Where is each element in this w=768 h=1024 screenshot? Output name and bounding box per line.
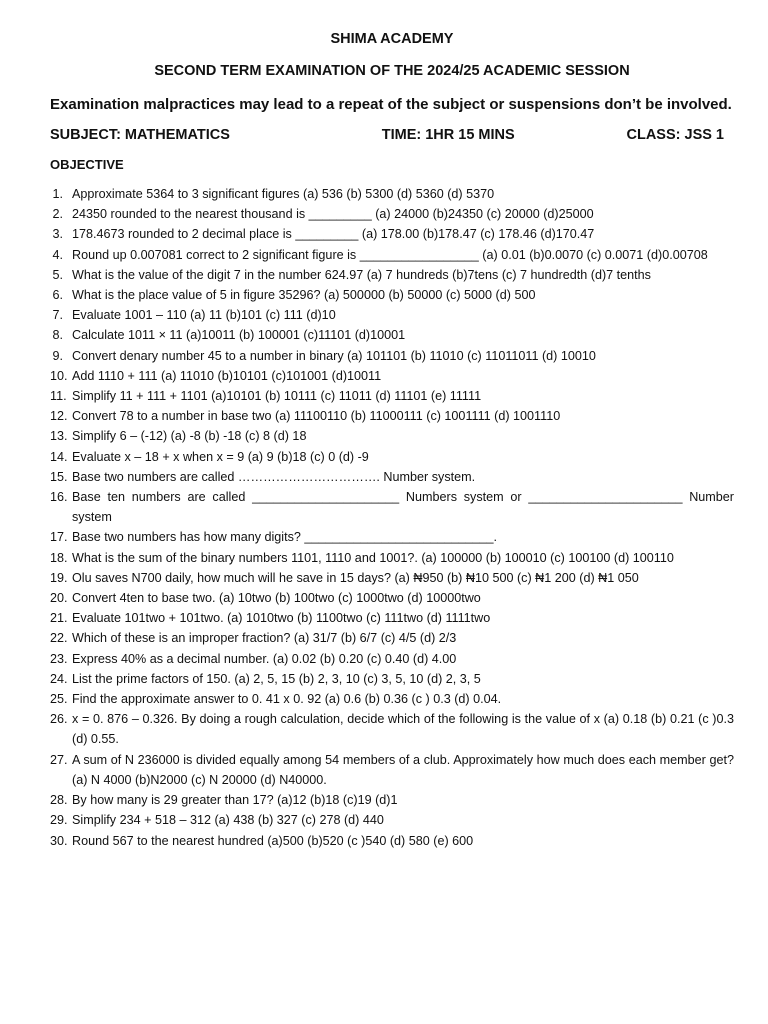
question-number: 18.: [50, 550, 68, 565]
question-item: [50, 649, 734, 669]
question-item: [50, 245, 734, 265]
question-number: 17.: [50, 530, 68, 545]
question-text: Evaluate x – 18 + x when x = 9 (a) 9 (b)18 (c) 0 (d) -9: [72, 449, 369, 464]
question-number: 11.: [50, 389, 67, 404]
question-text: Convert 78 to a number in base two (a) 11100110 (b) 11000111 (c) 1001111 (d) 1001110: [72, 409, 561, 424]
question-item: [50, 265, 734, 285]
question-number: 19.: [50, 570, 68, 585]
question-number: 25.: [50, 692, 68, 707]
question-text: Evaluate 101two + 101two. (a) 1010two (b) 1100two (c) 111two (d) 1111two: [72, 611, 491, 626]
question-number: 29.: [50, 813, 68, 828]
question-item: [50, 447, 734, 467]
question-item: [50, 224, 734, 244]
question-number: 2.: [52, 207, 63, 222]
question-text: Round 567 to the nearest hundred (a)500 (b)520 (c )540 (d) 580 (e) 600: [72, 833, 474, 848]
question-text: Convert denary number 45 to a number in binary (a) 101101 (b) 11010 (c) 11011011 (d) 10010: [72, 348, 596, 363]
question-text: A sum of N 236000 is divided equally among 54 members of a club. Approximately how much does each member get? (a) N 4000 (b)N2000 (c) N 20000 (d) N40000.: [72, 752, 734, 787]
question-text: Evaluate 1001 – 110 (a) 11 (b)101 (c) 111 (d)10: [72, 308, 336, 323]
question-text: Base ten numbers are called _____________________ Numbers system or ______________________ Number system: [72, 490, 734, 525]
question-number: 12.: [50, 409, 68, 424]
question-item: [50, 628, 734, 648]
question-number: 9.: [52, 348, 63, 363]
question-number: 30.: [50, 833, 68, 848]
question-item: [50, 750, 734, 790]
exam-meta: [50, 127, 734, 143]
class-label: CLASS: JSS 1: [626, 127, 724, 143]
school-name: SHIMA ACADEMY: [330, 31, 454, 47]
question-text: Express 40% as a decimal number. (a) 0.02 (b) 0.20 (c) 0.40 (d) 4.00: [72, 651, 457, 666]
question-text: Approximate 5364 to 3 significant figures (a) 536 (b) 5300 (d) 5360 (d) 5370: [72, 187, 495, 201]
question-item: [50, 608, 734, 628]
question-item: [50, 831, 734, 851]
question-number: 14.: [50, 449, 68, 464]
question-item: [50, 669, 734, 689]
question-list: [50, 184, 734, 851]
question-text: Find the approximate answer to 0. 41 x 0. 92 (a) 0.6 (b) 0.36 (c ) 0.3 (d) 0.04.: [72, 692, 502, 707]
question-text: What is the value of the digit 7 in the number 624.97 (a) 7 hundreds (b)7tens (c) 7 hundredth (d)7 tenths: [72, 267, 651, 282]
question-item: [50, 548, 734, 568]
question-item: [50, 487, 734, 527]
question-text: Base two numbers has how many digits? ___________________________.: [72, 530, 498, 545]
question-text: Simplify 11 + 111 + 1101 (a)10101 (b) 10111 (c) 11011 (d) 11101 (e) 11111: [72, 389, 482, 404]
question-number: 16.: [50, 490, 68, 505]
question-item: [50, 689, 734, 709]
question-number: 4.: [52, 247, 63, 262]
session-title: SECOND TERM EXAMINATION OF THE 2024/25 ACADEMIC SESSION: [154, 63, 630, 79]
question-item: [50, 366, 734, 386]
question-text: Olu saves N700 daily, how much will he save in 15 days? (a) ₦950 (b) ₦10 500 (c) ₦1 200 (d) ₦1 050: [72, 570, 639, 585]
question-text: By how many is 29 greater than 17? (a)12 (b)18 (c)19 (d)1: [72, 793, 398, 808]
question-text: 178.4673 rounded to 2 decimal place is _________ (a) 178.00 (b)178.47 (c) 178.46 (d)170.47: [72, 227, 595, 242]
question-number: 22.: [50, 631, 68, 646]
question-item: [50, 346, 734, 366]
question-number: 1.: [52, 187, 63, 201]
question-number: 3.: [52, 227, 63, 242]
question-item: [50, 285, 734, 305]
question-number: 24.: [50, 671, 68, 686]
question-item: [50, 386, 734, 406]
question-number: 10.: [50, 368, 68, 383]
question-number: 15.: [50, 469, 68, 484]
question-text: Base two numbers are called ……………………………. Number system.: [72, 469, 476, 484]
question-number: 6.: [52, 288, 63, 303]
question-number: 5.: [52, 267, 63, 282]
question-number: 27.: [50, 752, 68, 767]
question-text: Calculate 1011 × 11 (a)10011 (b) 100001 (c)11101 (d)10001: [72, 328, 406, 343]
question-number: 20.: [50, 591, 68, 606]
question-number: 7.: [52, 308, 63, 323]
question-number: 21.: [50, 611, 68, 626]
time-label: TIME: 1HR 15 MINS: [381, 127, 515, 143]
question-number: 28.: [50, 793, 68, 808]
question-text: 24350 rounded to the nearest thousand is _________ (a) 24000 (b)24350 (c) 20000 (d)25000: [72, 207, 594, 222]
question-number: 13.: [50, 429, 68, 444]
question-text: Which of these is an improper fraction? (a) 31/7 (b) 6/7 (c) 4/5 (d) 2/3: [72, 631, 457, 646]
question-item: [50, 588, 734, 608]
subject-label: SUBJECT: MATHEMATICS: [50, 127, 230, 143]
question-item: [50, 790, 734, 810]
question-item: [50, 305, 734, 325]
question-item: [50, 527, 734, 547]
question-item: [50, 810, 734, 830]
question-text: Simplify 234 + 518 – 312 (a) 438 (b) 327 (c) 278 (d) 440: [72, 813, 384, 828]
question-text: Convert 4ten to base two. (a) 10two (b) 100two (c) 1000two (d) 10000two: [72, 591, 481, 606]
question-text: Simplify 6 – (-12) (a) -8 (b) -18 (c) 8 (d) 18: [72, 429, 307, 444]
question-text: What is the sum of the binary numbers 1101, 1110 and 1001?. (a) 100000 (b) 100010 (c) 100100 (d) 100110: [72, 550, 674, 565]
question-item: [50, 204, 734, 224]
question-item: [50, 426, 734, 446]
question-item: [50, 406, 734, 426]
question-number: 26.: [50, 712, 68, 727]
question-number: 8.: [52, 328, 63, 343]
question-item: [50, 568, 734, 588]
question-item: [50, 467, 734, 487]
question-text: What is the place value of 5 in figure 35296? (a) 500000 (b) 50000 (c) 5000 (d) 500: [72, 288, 536, 303]
question-text: x = 0. 876 – 0.326. By doing a rough calculation, decide which of the following is the value of x (a) 0.18 (b) 0.21 (c )0.3 (d) 0.55.: [72, 712, 734, 747]
question-item: [50, 184, 734, 204]
question-text: Add 1110 + 111 (a) 11010 (b)10101 (c)101001 (d)10011: [72, 368, 382, 383]
question-number: 23.: [50, 651, 68, 666]
question-text: List the prime factors of 150. (a) 2, 5, 15 (b) 2, 3, 10 (c) 3, 5, 10 (d) 2, 3, 5: [72, 671, 481, 686]
question-text: Round up 0.007081 correct to 2 significant figure is _________________ (a) 0.01 (b)0.0070 (c) 0.0071 (d)0.00708: [72, 247, 708, 262]
section-title: OBJECTIVE: [50, 157, 124, 172]
question-item: [50, 709, 734, 749]
question-item: [50, 325, 734, 345]
malpractice-warning: Examination malpractices may lead to a repeat of the subject or suspensions don’t be involved.: [50, 96, 732, 113]
